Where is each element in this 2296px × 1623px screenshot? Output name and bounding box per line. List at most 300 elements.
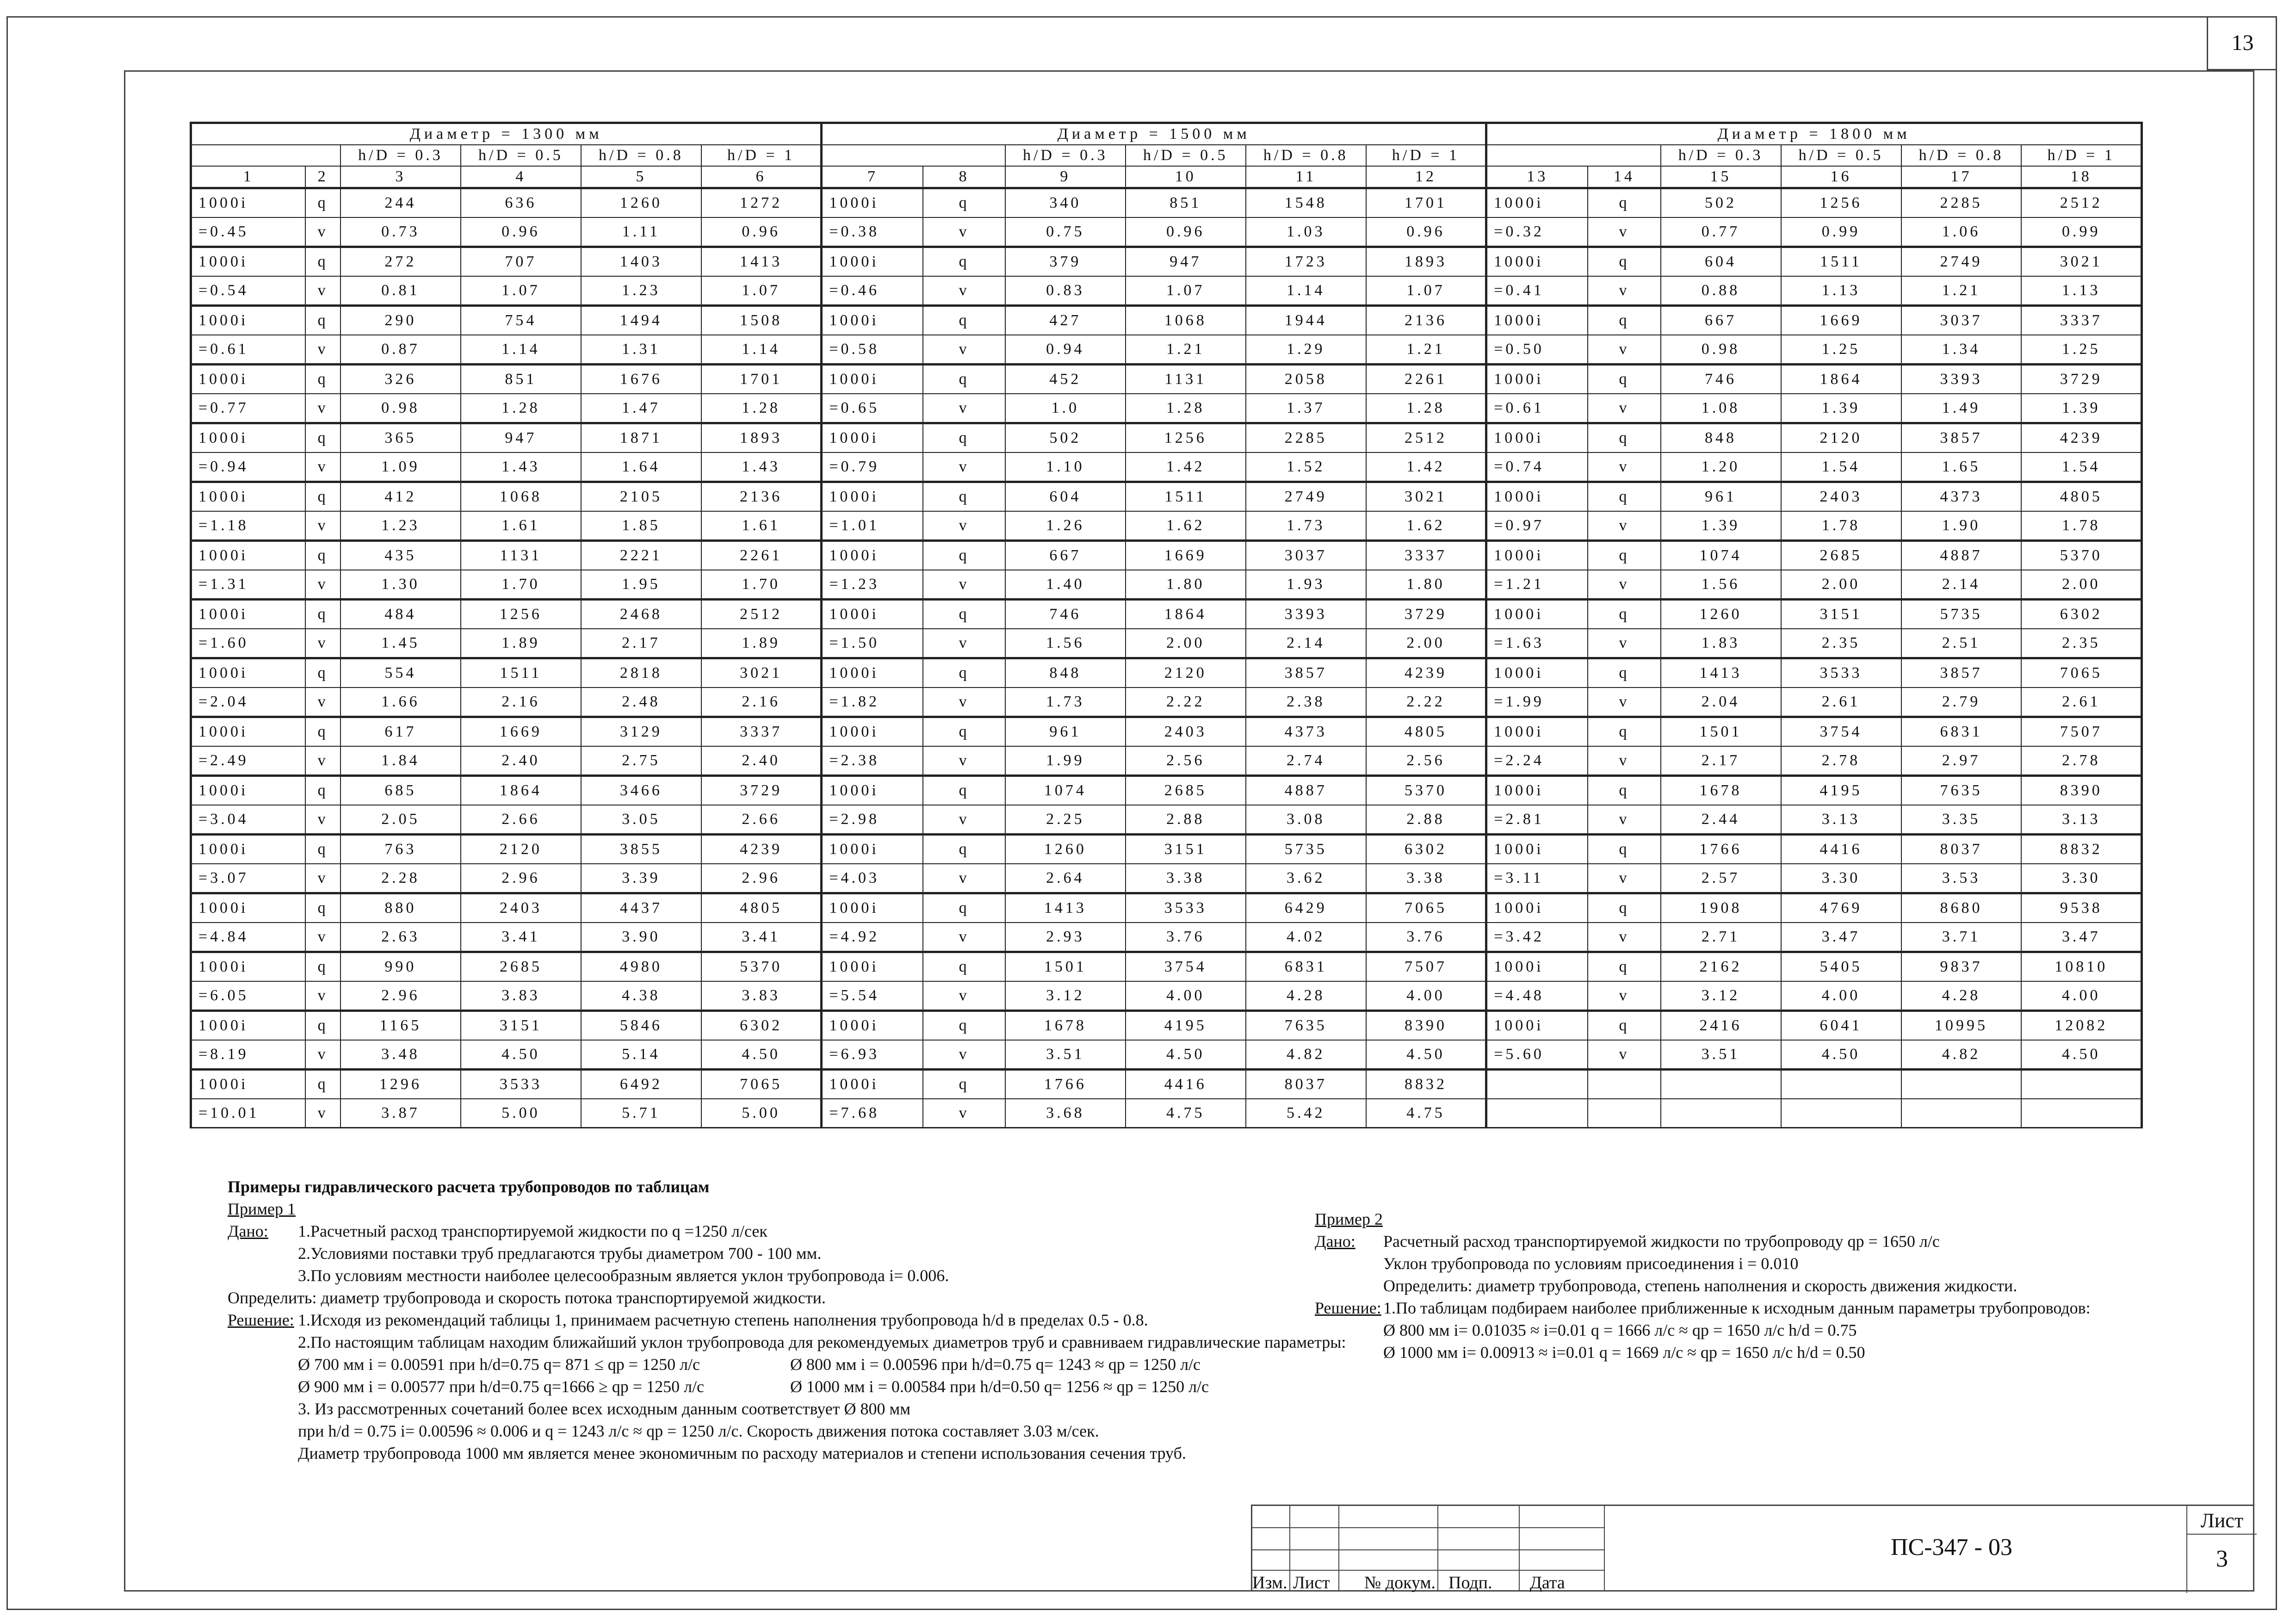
flow-value: 3393 [1901, 365, 2022, 394]
empty-cell [2021, 1070, 2141, 1099]
hd-label: h/D = 1 [701, 145, 822, 166]
flow-value: 4239 [2021, 423, 2141, 453]
param-q: q [305, 188, 340, 218]
flow-value: 4195 [1126, 1011, 1246, 1041]
velocity-value: 3.62 [1246, 864, 1366, 893]
flow-value: 7507 [1366, 952, 1486, 982]
slope-label: 1000i [1486, 776, 1588, 805]
param-q: q [923, 600, 1005, 629]
ex2-reshenie-label: Решение: [1315, 1299, 1381, 1317]
velocity-value: 1.70 [701, 570, 822, 600]
flow-value: 3466 [581, 776, 701, 805]
hd-label: h/D = 0.3 [340, 145, 461, 166]
slope-value: =1.99 [1486, 688, 1588, 717]
velocity-value: 0.99 [1781, 217, 1901, 247]
flow-value: 3729 [701, 776, 822, 805]
flow-value: 6302 [1366, 835, 1486, 864]
flow-value: 604 [1661, 247, 1781, 277]
velocity-value: 1.43 [461, 452, 581, 482]
velocity-value: 4.50 [701, 1040, 822, 1070]
velocity-value: 3.12 [1005, 981, 1126, 1011]
column-number: 5 [581, 166, 701, 188]
slope-label: 1000i [191, 482, 306, 512]
velocity-value: 0.96 [1126, 217, 1246, 247]
slope-label: 1000i [1486, 1011, 1588, 1041]
velocity-value: 1.06 [1901, 217, 2022, 247]
slope-value: =1.63 [1486, 629, 1588, 658]
velocity-value: 1.37 [1246, 394, 1366, 423]
flow-value: 763 [340, 835, 461, 864]
velocity-value: 1.28 [1126, 394, 1246, 423]
param-v: v [923, 688, 1005, 717]
slope-label: 1000i [822, 423, 923, 453]
slope-value: =1.21 [1486, 570, 1588, 600]
empty-cell [1588, 1070, 1660, 1099]
velocity-value: 1.21 [1366, 335, 1486, 365]
param-q: q [923, 1070, 1005, 1099]
slope-value: =0.32 [1486, 217, 1588, 247]
flow-value: 947 [461, 423, 581, 453]
velocity-value: 2.79 [1901, 688, 2022, 717]
flow-value: 1068 [1126, 306, 1246, 335]
slope-label: 1000i [191, 423, 306, 453]
slope-value: =8.19 [191, 1040, 306, 1070]
velocity-value: 1.62 [1126, 511, 1246, 541]
slope-value: =6.05 [191, 981, 306, 1011]
slope-value: =0.50 [1486, 335, 1588, 365]
slope-label: 1000i [191, 835, 306, 864]
flow-value: 3129 [581, 717, 701, 747]
velocity-value: 2.00 [1366, 629, 1486, 658]
slope-label: 1000i [822, 658, 923, 688]
flow-value: 2120 [1781, 423, 1901, 453]
slope-value: =4.48 [1486, 981, 1588, 1011]
flow-value: 1871 [581, 423, 701, 453]
velocity-value: 1.14 [461, 335, 581, 365]
empty-cell [1781, 1099, 1901, 1128]
velocity-value: 2.25 [1005, 805, 1126, 835]
param-v: v [305, 217, 340, 247]
flow-value: 1260 [1005, 835, 1126, 864]
param-q: q [923, 952, 1005, 982]
flow-value: 8037 [1246, 1070, 1366, 1099]
flow-value: 3857 [1901, 423, 2022, 453]
velocity-value: 2.48 [581, 688, 701, 717]
param-v: v [1588, 981, 1660, 1011]
velocity-value: 2.64 [1005, 864, 1126, 893]
velocity-value: 4.50 [1126, 1040, 1246, 1070]
param-q: q [923, 717, 1005, 747]
param-q: q [923, 893, 1005, 923]
param-q: q [305, 541, 340, 570]
slope-label: 1000i [1486, 482, 1588, 512]
param-v: v [1588, 276, 1660, 306]
flow-value: 435 [340, 541, 461, 570]
param-v: v [1588, 688, 1660, 717]
slope-value: =5.54 [822, 981, 923, 1011]
velocity-value: 2.96 [701, 864, 822, 893]
empty-cell [1486, 1099, 1588, 1128]
flow-value: 8390 [2021, 776, 2141, 805]
param-v: v [923, 1040, 1005, 1070]
flow-value: 6041 [1781, 1011, 1901, 1041]
stamp-list: Лист [1293, 1573, 1330, 1592]
velocity-value: 0.81 [340, 276, 461, 306]
velocity-value: 1.21 [1901, 276, 2022, 306]
velocity-value: 1.73 [1005, 688, 1126, 717]
flow-value: 2162 [1661, 952, 1781, 982]
flow-value: 5735 [1901, 600, 2022, 629]
ex1-calc-700: Ø 700 мм i = 0.00591 при h/d=0.75 q= 871 ≤ qp = 1250 л/с [298, 1355, 700, 1374]
param-v: v [1588, 805, 1660, 835]
slope-value: =2.81 [1486, 805, 1588, 835]
flow-value: 3151 [461, 1011, 581, 1041]
flow-value: 6831 [1246, 952, 1366, 982]
slope-label: 1000i [822, 952, 923, 982]
flow-value: 1678 [1661, 776, 1781, 805]
flow-value: 3754 [1781, 717, 1901, 747]
velocity-value: 3.47 [2021, 923, 2141, 952]
flow-value: 3021 [2021, 247, 2141, 277]
flow-value: 2512 [701, 600, 822, 629]
flow-value: 2261 [701, 541, 822, 570]
slope-label: 1000i [191, 188, 306, 218]
flow-value: 4416 [1126, 1070, 1246, 1099]
slope-label: 1000i [822, 188, 923, 218]
velocity-value: 2.22 [1366, 688, 1486, 717]
velocity-value: 3.41 [701, 923, 822, 952]
flow-value: 961 [1005, 717, 1126, 747]
velocity-value: 1.80 [1366, 570, 1486, 600]
slope-label: 1000i [822, 365, 923, 394]
stamp-dokum: № докум. [1364, 1573, 1436, 1592]
velocity-value: 1.56 [1661, 570, 1781, 600]
slope-label: 1000i [822, 893, 923, 923]
flow-value: 1501 [1005, 952, 1126, 982]
velocity-value: 4.38 [581, 981, 701, 1011]
slope-label: 1000i [822, 1011, 923, 1041]
param-q: q [923, 188, 1005, 218]
flow-value: 947 [1126, 247, 1246, 277]
slope-label: 1000i [191, 1070, 306, 1099]
flow-value: 1074 [1661, 541, 1781, 570]
slope-value: =2.04 [191, 688, 306, 717]
velocity-value: 3.05 [581, 805, 701, 835]
flow-value: 2120 [1126, 658, 1246, 688]
param-q: q [1588, 306, 1660, 335]
param-v: v [923, 1099, 1005, 1128]
param-v: v [1588, 452, 1660, 482]
slope-label: 1000i [1486, 835, 1588, 864]
slope-value: =0.77 [191, 394, 306, 423]
velocity-value: 2.00 [1126, 629, 1246, 658]
flow-value: 3754 [1126, 952, 1246, 982]
flow-value: 1701 [1366, 188, 1486, 218]
param-v: v [923, 864, 1005, 893]
param-q: q [923, 541, 1005, 570]
slope-label: 1000i [1486, 893, 1588, 923]
flow-value: 1403 [581, 247, 701, 277]
slope-value: =0.38 [822, 217, 923, 247]
velocity-value: 3.12 [1661, 981, 1781, 1011]
flow-value: 3729 [2021, 365, 2141, 394]
slope-label: 1000i [191, 541, 306, 570]
param-v: v [1588, 394, 1660, 423]
velocity-value: 3.41 [461, 923, 581, 952]
velocity-value: 1.10 [1005, 452, 1126, 482]
slope-label: 1000i [822, 835, 923, 864]
ex1-reshenie-label: Решение: [228, 1311, 294, 1329]
velocity-value: 2.04 [1661, 688, 1781, 717]
slope-value: =4.92 [822, 923, 923, 952]
hd-label: h/D = 0.5 [1781, 145, 1901, 166]
param-v: v [1588, 1040, 1660, 1070]
flow-value: 4416 [1781, 835, 1901, 864]
slope-label: 1000i [822, 776, 923, 805]
ex2-dano-label: Дано: [1315, 1232, 1355, 1251]
flow-value: 1511 [1126, 482, 1246, 512]
flow-value: 365 [340, 423, 461, 453]
slope-value: =10.01 [191, 1099, 306, 1128]
velocity-value: 3.48 [340, 1040, 461, 1070]
velocity-value: 2.88 [1126, 805, 1246, 835]
velocity-value: 3.53 [1901, 864, 2022, 893]
column-number: 17 [1901, 166, 2022, 188]
flow-value: 617 [340, 717, 461, 747]
velocity-value: 1.70 [461, 570, 581, 600]
slope-label: 1000i [191, 1011, 306, 1041]
flow-value: 1944 [1246, 306, 1366, 335]
velocity-value: 1.61 [461, 511, 581, 541]
flow-value: 2058 [1246, 365, 1366, 394]
param-q: q [305, 776, 340, 805]
velocity-value: 1.56 [1005, 629, 1126, 658]
velocity-value: 2.35 [2021, 629, 2141, 658]
flow-value: 2221 [581, 541, 701, 570]
flow-value: 452 [1005, 365, 1126, 394]
velocity-value: 2.66 [461, 805, 581, 835]
velocity-value: 1.13 [1781, 276, 1901, 306]
slope-value: =1.50 [822, 629, 923, 658]
velocity-value: 2.14 [1246, 629, 1366, 658]
param-q: q [923, 835, 1005, 864]
velocity-value: 2.75 [581, 746, 701, 776]
flow-value: 4887 [1901, 541, 2022, 570]
velocity-value: 0.77 [1661, 217, 1781, 247]
velocity-value: 2.96 [340, 981, 461, 1011]
slope-value: =1.82 [822, 688, 923, 717]
param-q: q [923, 1011, 1005, 1041]
velocity-value: 2.16 [461, 688, 581, 717]
flow-value: 2685 [461, 952, 581, 982]
velocity-value: 1.0 [1005, 394, 1126, 423]
velocity-value: 3.83 [701, 981, 822, 1011]
ex2-heading: Пример 2 [1315, 1210, 1383, 1228]
hd-label: h/D = 0.3 [1661, 145, 1781, 166]
velocity-value: 3.30 [2021, 864, 2141, 893]
ex2-dano-2: Уклон трубопровода по условиям присоединения i = 0.010 [1383, 1254, 1799, 1273]
velocity-value: 0.88 [1661, 276, 1781, 306]
param-q: q [923, 658, 1005, 688]
flow-value: 3337 [2021, 306, 2141, 335]
column-number: 3 [340, 166, 461, 188]
column-number: 12 [1366, 166, 1486, 188]
slope-value: =0.61 [1486, 394, 1588, 423]
flow-value: 4373 [1901, 482, 2022, 512]
flow-value: 2261 [1366, 365, 1486, 394]
ex2-reshenie-2: Ø 800 мм i= 0.01035 ≈ i=0.01 q = 1666 л/с ≈ qp = 1650 л/с h/d = 0.75 [1383, 1321, 1857, 1339]
velocity-value: 1.93 [1246, 570, 1366, 600]
flow-value: 1548 [1246, 188, 1366, 218]
flow-value: 4980 [581, 952, 701, 982]
velocity-value: 3.08 [1246, 805, 1366, 835]
hd-label: h/D = 0.5 [1126, 145, 1246, 166]
flow-value: 3337 [1366, 541, 1486, 570]
flow-value: 6492 [581, 1070, 701, 1099]
velocity-value: 1.25 [2021, 335, 2141, 365]
flow-value: 4805 [1366, 717, 1486, 747]
flow-value: 5370 [701, 952, 822, 982]
flow-value: 851 [1126, 188, 1246, 218]
velocity-value: 1.31 [581, 335, 701, 365]
param-v: v [923, 923, 1005, 952]
velocity-value: 5.42 [1246, 1099, 1366, 1128]
flow-value: 2749 [1901, 247, 2022, 277]
param-v: v [305, 981, 340, 1011]
velocity-value: 2.40 [461, 746, 581, 776]
column-number: 7 [822, 166, 923, 188]
ex1-calc-1000: Ø 1000 мм i = 0.00584 при h/d=0.50 q= 1256 ≈ qp = 1250 л/с [790, 1377, 1209, 1396]
velocity-value: 1.28 [461, 394, 581, 423]
param-q: q [305, 952, 340, 982]
velocity-value: 0.96 [1366, 217, 1486, 247]
flow-value: 12082 [2021, 1011, 2141, 1041]
slope-value: =2.98 [822, 805, 923, 835]
param-q: q [305, 835, 340, 864]
velocity-value: 4.00 [2021, 981, 2141, 1011]
velocity-value: 4.02 [1246, 923, 1366, 952]
slope-label: 1000i [822, 600, 923, 629]
flow-value: 2403 [1781, 482, 1901, 512]
param-v: v [1588, 864, 1660, 893]
velocity-value: 2.56 [1126, 746, 1246, 776]
velocity-value: 2.14 [1901, 570, 2022, 600]
flow-value: 1678 [1005, 1011, 1126, 1041]
flow-value: 990 [340, 952, 461, 982]
velocity-value: 0.87 [340, 335, 461, 365]
velocity-value: 2.96 [461, 864, 581, 893]
flow-value: 1893 [1366, 247, 1486, 277]
flow-value: 2512 [2021, 188, 2141, 218]
velocity-value: 0.73 [340, 217, 461, 247]
empty-cell [1901, 1070, 2022, 1099]
param-v: v [305, 452, 340, 482]
velocity-value: 4.00 [1126, 981, 1246, 1011]
param-q: q [305, 1070, 340, 1099]
flow-value: 3037 [1246, 541, 1366, 570]
velocity-value: 1.40 [1005, 570, 1126, 600]
velocity-value: 2.44 [1661, 805, 1781, 835]
param-v: v [923, 276, 1005, 306]
slope-value: =4.84 [191, 923, 306, 952]
flow-value: 2285 [1246, 423, 1366, 453]
flow-value: 851 [461, 365, 581, 394]
slope-value: =0.41 [1486, 276, 1588, 306]
velocity-value: 2.71 [1661, 923, 1781, 952]
flow-value: 7065 [2021, 658, 2141, 688]
empty-cell [1486, 1070, 1588, 1099]
flow-value: 1131 [461, 541, 581, 570]
flow-value: 1501 [1661, 717, 1781, 747]
slope-value: =3.42 [1486, 923, 1588, 952]
stamp-izm: Изм. [1252, 1573, 1287, 1592]
slope-value: =0.94 [191, 452, 306, 482]
param-q: q [1588, 247, 1660, 277]
flow-value: 7635 [1901, 776, 2022, 805]
hd-label: h/D = 0.8 [1246, 145, 1366, 166]
param-v: v [305, 394, 340, 423]
param-v: v [923, 570, 1005, 600]
slope-value: =2.24 [1486, 746, 1588, 776]
flow-value: 1074 [1005, 776, 1126, 805]
flow-value: 880 [340, 893, 461, 923]
flow-value: 1676 [581, 365, 701, 394]
velocity-value: 1.62 [1366, 511, 1486, 541]
sheet-label: Лист [2200, 1509, 2244, 1532]
velocity-value: 3.90 [581, 923, 701, 952]
slope-label: 1000i [191, 247, 306, 277]
flow-value: 272 [340, 247, 461, 277]
column-number: 9 [1005, 166, 1126, 188]
velocity-value: 4.75 [1366, 1099, 1486, 1128]
flow-value: 6302 [2021, 600, 2141, 629]
slope-label: 1000i [1486, 365, 1588, 394]
velocity-value: 0.98 [340, 394, 461, 423]
param-v: v [1588, 570, 1660, 600]
velocity-value: 1.64 [581, 452, 701, 482]
ex1-heading: Пример 1 [228, 1200, 296, 1218]
velocity-value: 1.23 [340, 511, 461, 541]
param-q: q [923, 423, 1005, 453]
flow-value: 554 [340, 658, 461, 688]
velocity-value: 1.47 [581, 394, 701, 423]
velocity-value: 2.61 [2021, 688, 2141, 717]
empty-cell [1781, 1070, 1901, 1099]
flow-value: 1165 [340, 1011, 461, 1041]
ex1-step3: 3. Из рассмотренных сочетаний более всех исходным данным соответствует Ø 800 мм [298, 1400, 911, 1418]
slope-label: 1000i [1486, 306, 1588, 335]
ex1-step3b: при h/d = 0.75 i= 0.00596 ≈ 0.006 и q = 1243 л/с ≈ qp = 1250 л/с. Скорость движения потока составляет 3.03 м/сек. [298, 1422, 1099, 1440]
flow-value: 7065 [1366, 893, 1486, 923]
velocity-value: 1.95 [581, 570, 701, 600]
velocity-value: 2.51 [1901, 629, 2022, 658]
velocity-value: 3.35 [1901, 805, 2022, 835]
velocity-value: 2.88 [1366, 805, 1486, 835]
slope-value: =0.45 [191, 217, 306, 247]
document-code: ПС-347 - 03 [1891, 1534, 2012, 1561]
flow-value: 5846 [581, 1011, 701, 1041]
slope-label: 1000i [822, 306, 923, 335]
slope-value: =1.31 [191, 570, 306, 600]
slope-value: =0.61 [191, 335, 306, 365]
param-q: q [1588, 835, 1660, 864]
flow-value: 1669 [461, 717, 581, 747]
velocity-value: 2.00 [2021, 570, 2141, 600]
param-q: q [1588, 952, 1660, 982]
velocity-value: 1.20 [1661, 452, 1781, 482]
param-v: v [1588, 335, 1660, 365]
param-v: v [923, 394, 1005, 423]
